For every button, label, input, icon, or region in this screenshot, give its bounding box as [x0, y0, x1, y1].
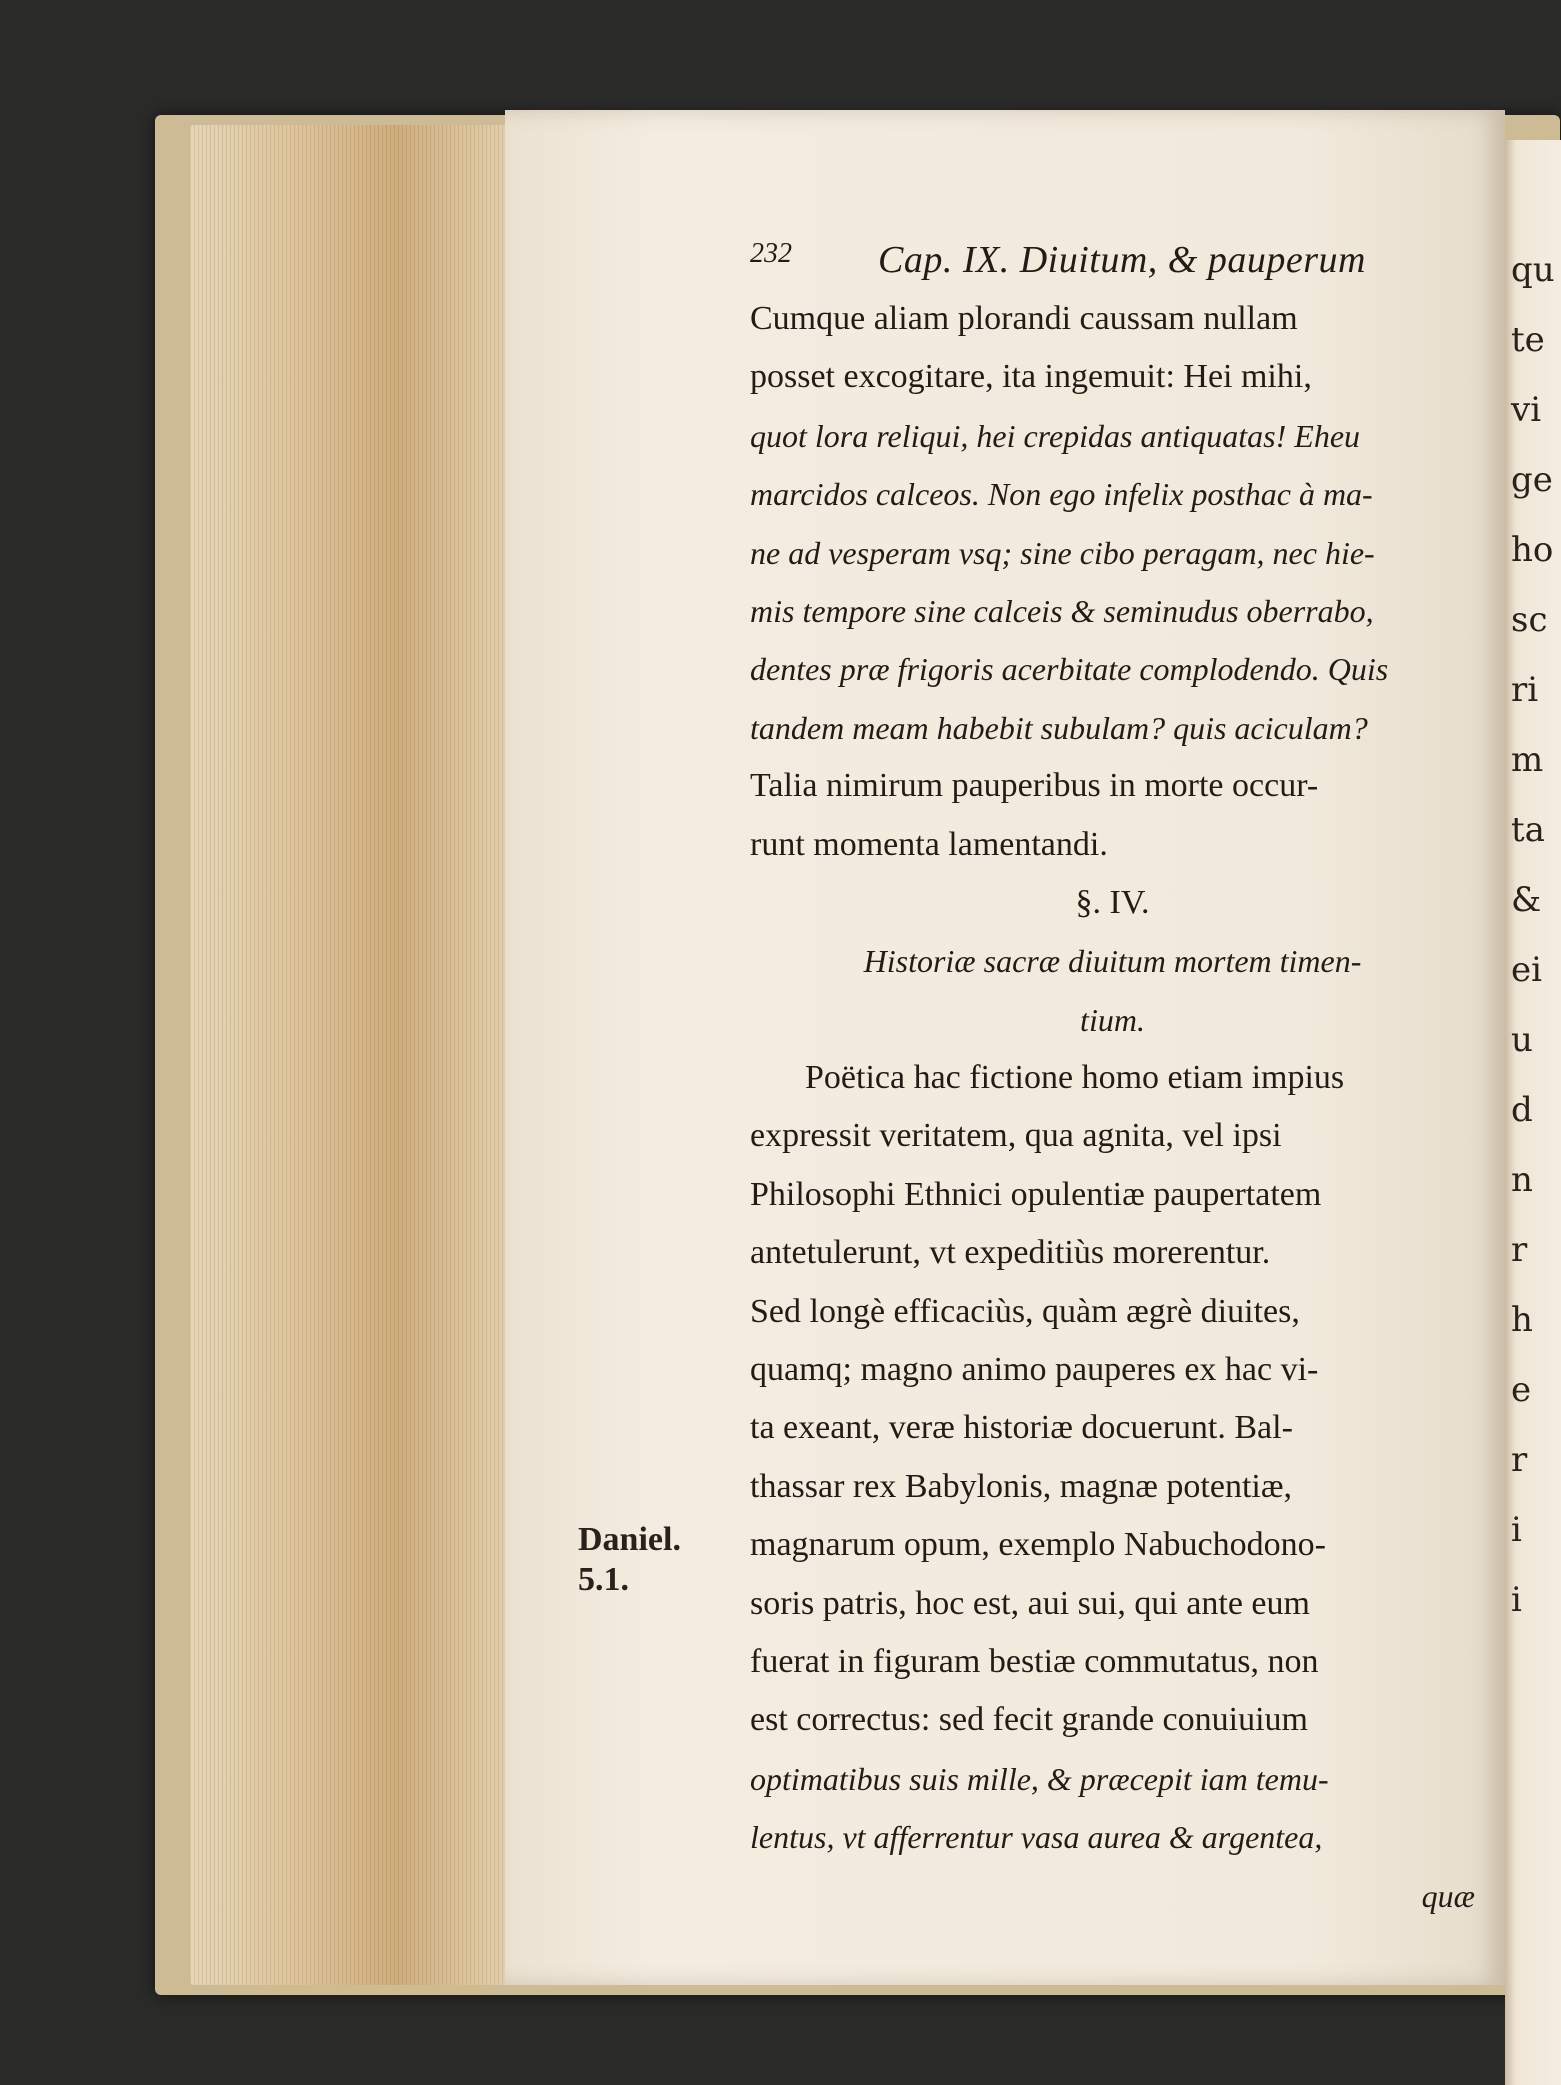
text-line: Cumque aliam plorandi caussam nullam [750, 300, 1298, 337]
running-head-title: Cap. IX. Diuitum, & pauperum [878, 239, 1366, 281]
margin-note [578, 1520, 698, 1600]
facing-page-fragment: u [1511, 1020, 1533, 1060]
facing-page-fragment: d [1511, 1090, 1533, 1130]
text-line: tandem meam habebit subulam? quis aciculam? [750, 709, 1368, 746]
facing-page-fragment: r [1511, 1230, 1528, 1270]
facing-page-fragment: ho [1511, 530, 1554, 570]
body-text [750, 290, 1475, 1925]
facing-page-fragment: sc [1511, 600, 1548, 640]
running-head [750, 230, 1475, 290]
facing-page-fragment: qu [1511, 250, 1555, 290]
text-line: Sed longè efficaciùs, quàm ægrè diuites, [750, 1292, 1300, 1330]
facing-page-fragment: e [1511, 1370, 1532, 1410]
facing-page-fragment: i [1511, 1580, 1522, 1620]
facing-page-fragment: ei [1511, 950, 1542, 990]
page-number: 232 [750, 238, 792, 269]
text-line: quæ [1421, 1877, 1475, 1914]
facing-page-fragment: ge [1511, 460, 1553, 500]
page-text-block [750, 230, 1475, 1925]
text-line: optimatibus suis mille, & præcepit iam temu- [750, 1760, 1329, 1797]
text-line: thassar rex Babylonis, magnæ potentiæ, [750, 1467, 1293, 1505]
text-line: Historiæ sacræ diuitum mortem timen- [863, 943, 1362, 980]
text-line: posset excogitare, ita ingemuit: Hei mihi, [750, 358, 1312, 396]
text-line: quamq; magno animo pauperes ex hac vi- [750, 1351, 1319, 1389]
text-line: §. IV. [1075, 883, 1150, 921]
text-line: Talia nimirum pauperibus in morte occur- [750, 767, 1319, 805]
margin-note-verse: 5.1. [578, 1561, 629, 1598]
text-line: est correctus: sed fecit grande conuiuium [750, 1701, 1308, 1739]
facing-page-fragment: n [1511, 1160, 1533, 1200]
text-line: marcidos calceos. Non ego infelix posthac à ma- [750, 476, 1373, 513]
facing-page-fragment: vi [1511, 390, 1542, 430]
text-line: ta exeant, veræ historiæ docuerunt. Bal- [750, 1409, 1293, 1447]
text-line: tium. [1080, 1001, 1145, 1038]
facing-page-fragment: h [1511, 1300, 1533, 1340]
text-line: lentus, vt afferrentur vasa aurea & argentea, [750, 1819, 1323, 1856]
text-line: soris patris, hoc est, aui sui, qui ante eum [750, 1584, 1310, 1622]
text-line: quot lora reliqui, hei crepidas antiquatas! Eheu [750, 417, 1361, 454]
facing-page-fragment: i [1511, 1510, 1522, 1550]
facing-page-fragment: te [1511, 320, 1545, 360]
text-line: runt momenta lamentandi. [750, 825, 1108, 863]
facing-page-fragment: & [1511, 880, 1542, 920]
facing-page-fragment: ri [1511, 670, 1539, 710]
text-line: ne ad vesperam vsq; sine cibo peragam, nec hie- [750, 534, 1375, 571]
facing-page-fragment: ta [1511, 810, 1545, 850]
text-line: antetulerunt, vt expeditiùs morerentur. [750, 1234, 1271, 1272]
text-line: Poëtica hac fictione homo etiam impius [805, 1059, 1345, 1097]
text-line: mis tempore sine calceis & seminudus oberrabo, [750, 592, 1374, 629]
facing-page-fragment: m [1511, 740, 1544, 780]
facing-page-edge [1505, 140, 1561, 2085]
text-line: expressit veritatem, qua agnita, vel ipsi [750, 1117, 1282, 1155]
text-line: fuerat in figuram bestiæ commutatus, non [750, 1642, 1319, 1680]
text-line: Philosophi Ethnici opulentiæ paupertatem [750, 1175, 1322, 1213]
text-line: dentes præ frigoris acerbitate complodendo. Quis [750, 651, 1389, 688]
facing-page-fragment: r [1511, 1440, 1528, 1480]
text-line: magnarum opum, exemplo Nabuchodono- [750, 1526, 1326, 1564]
margin-note-book: Daniel. [578, 1521, 681, 1558]
